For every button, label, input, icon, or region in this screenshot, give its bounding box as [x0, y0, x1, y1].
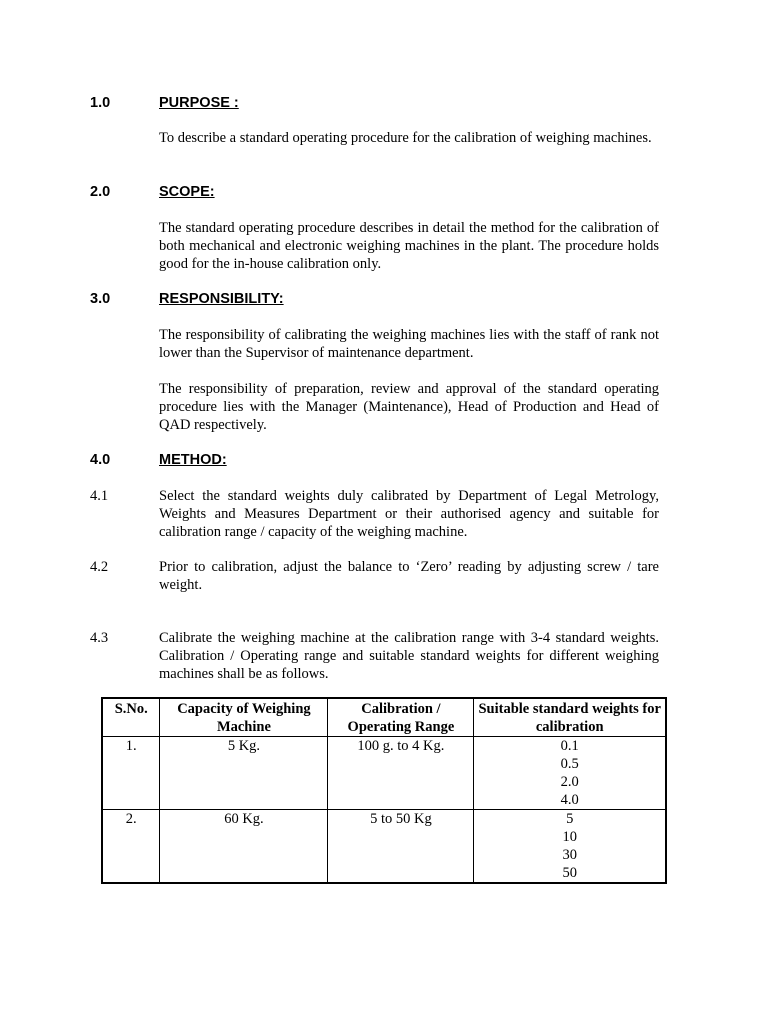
- cell-sno: 1.: [102, 737, 160, 810]
- table-header-row: [102, 698, 666, 737]
- cell-capacity: 5 Kg.: [160, 737, 328, 810]
- cell-capacity: 60 Kg.: [160, 810, 328, 884]
- purpose-text: To describe a standard operating procedure for the calibration of weighing machines.: [159, 130, 652, 146]
- cell-range: 100 g. to 4 Kg.: [328, 737, 474, 810]
- step-number: 4.1: [90, 488, 109, 504]
- step-text: Select the standard weights duly calibrated by Department of Legal Metrology, Weights and Measures Department or their authorised agency and suitable for calibration range / capacity of the weighing machine.: [159, 488, 659, 540]
- calibration-table: [101, 697, 667, 884]
- step-number: 4.3: [90, 630, 109, 646]
- section-title: RESPONSIBILITY:: [159, 291, 284, 307]
- weight-value: 30: [562, 847, 577, 863]
- weight-value: 10: [562, 829, 577, 845]
- header-sno: S.No.: [102, 698, 160, 737]
- weight-value: 50: [562, 865, 577, 881]
- step-text: Prior to calibration, adjust the balance to ‘Zero’ reading by adjusting screw / tare weight.: [159, 559, 659, 593]
- section-number: 4.0: [90, 452, 111, 468]
- step-number: 4.2: [90, 559, 109, 575]
- table-row: [102, 737, 666, 810]
- weight-value: 2.0: [560, 774, 579, 790]
- cell-weights: [474, 737, 666, 810]
- weight-value: 0.1: [560, 738, 579, 754]
- cell-sno: 2.: [102, 810, 160, 884]
- responsibility-text-2: The responsibility of preparation, review and approval of the standard operating procedure lies with the Manager (Maintenance), Head of Production and Head of QAD respectively.: [159, 381, 659, 433]
- header-weights: Suitable standard weights for calibration: [474, 698, 666, 737]
- header-capacity: Capacity of Weighing Machine: [160, 698, 328, 737]
- weight-value: 4.0: [560, 792, 579, 808]
- section-title: METHOD:: [159, 452, 227, 468]
- weight-value: 5: [566, 811, 574, 827]
- responsibility-text-1: The responsibility of calibrating the weighing machines lies with the staff of rank not lower than the Supervisor of maintenance department.: [159, 327, 659, 361]
- table-row: [102, 810, 666, 884]
- header-range: Calibration / Operating Range: [328, 698, 474, 737]
- section-title: PURPOSE :: [159, 95, 239, 111]
- cell-range: 5 to 50 Kg: [328, 810, 474, 884]
- section-number: 3.0: [90, 291, 111, 307]
- cell-weights: [474, 810, 666, 884]
- weight-value: 0.5: [560, 756, 579, 772]
- section-title: SCOPE:: [159, 184, 215, 200]
- section-number: 2.0: [90, 184, 111, 200]
- scope-text: The standard operating procedure describes in detail the method for the calibration of both mechanical and electronic weighing machines in the plant. The procedure holds good for the in-house calibration only.: [159, 220, 659, 272]
- section-number: 1.0: [90, 95, 111, 111]
- step-text: Calibrate the weighing machine at the calibration range with 3-4 standard weights. Calibration / Operating range and suitable standard weights for different weighing machines shall be as follows.: [159, 630, 659, 682]
